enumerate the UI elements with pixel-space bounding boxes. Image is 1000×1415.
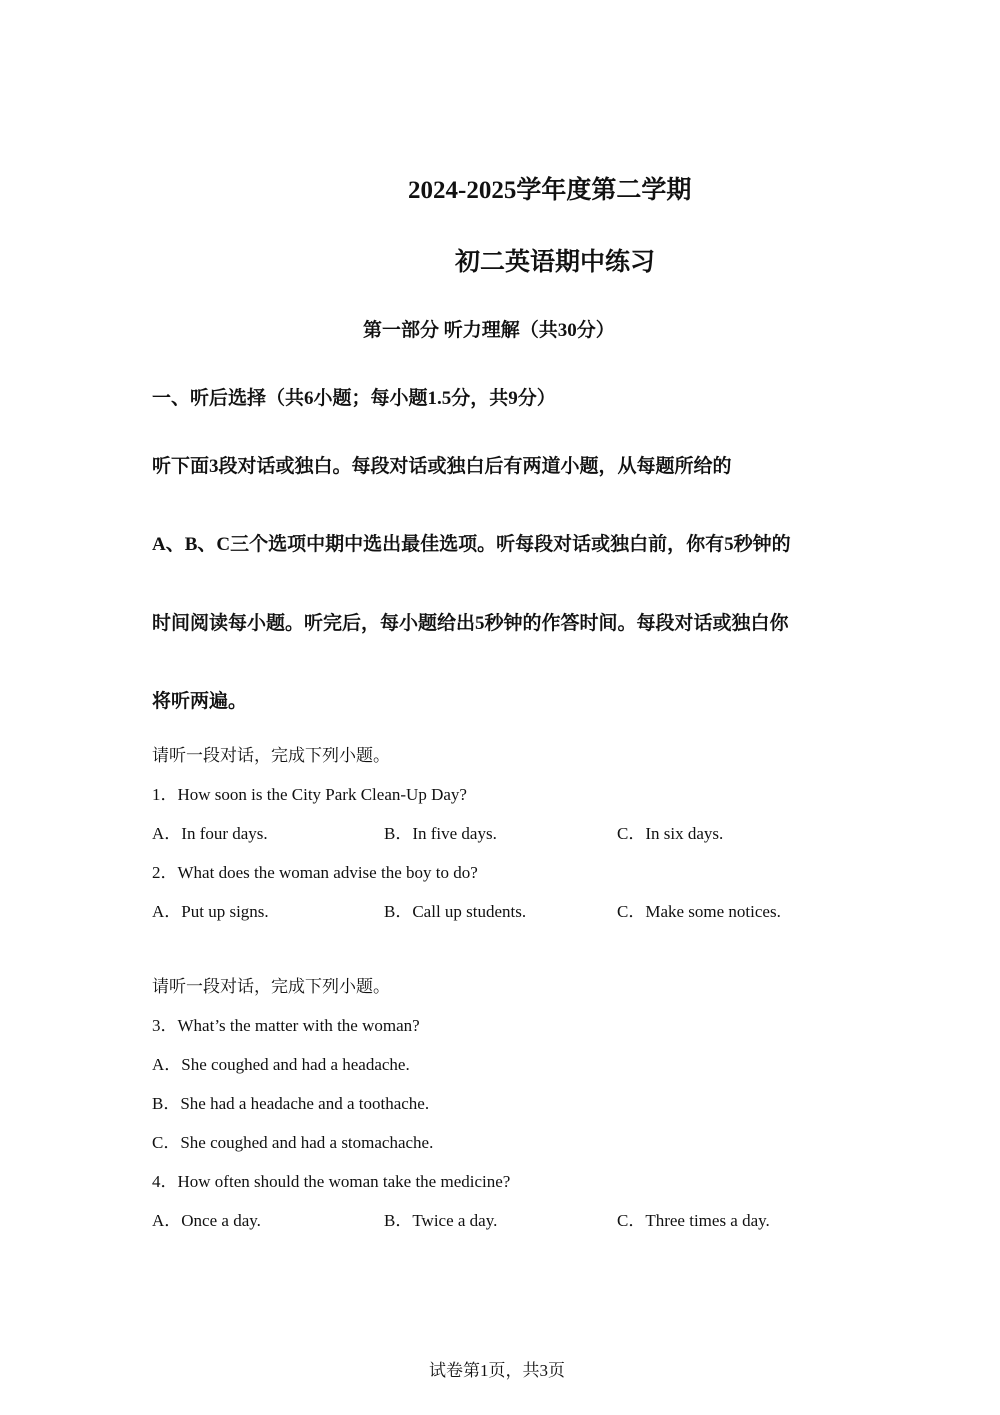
page-footer: 试卷第1页，共3页 (429, 1361, 565, 1380)
instruction-line: 时间阅读每小题。听完后，每小题给出5秒钟的作答时间。每段对话或独白你 (152, 613, 789, 634)
option-c: C．In six days. (617, 824, 724, 843)
question-stem: 3．What’s the matter with the woman? (152, 1016, 420, 1035)
section-heading: 一、听后选择（共6小题；每小题1.5分，共9分） (152, 388, 556, 409)
exam-title-line2: 初二英语期中练习 (455, 249, 656, 276)
question-stem: 1．How soon is the City Park Clean-Up Day? (152, 785, 467, 804)
question-stem: 2．What does the woman advise the boy to do? (152, 863, 478, 882)
instruction-line: 将听两遍。 (152, 691, 248, 712)
option-c: C．Three times a day. (617, 1211, 770, 1230)
question-stem: 4．How often should the woman take the medicine? (152, 1172, 511, 1191)
option-b: B．Call up students. (384, 902, 527, 921)
option-a: A．Put up signs. (152, 902, 269, 921)
option-a: A．In four days. (152, 824, 268, 843)
option-b: B．She had a headache and a toothache. (152, 1094, 430, 1113)
option-a: A．She coughed and had a headache. (152, 1055, 410, 1074)
option-b: B．Twice a day. (384, 1211, 498, 1230)
part-title: 第一部分 听力理解（共30分） (363, 320, 615, 341)
dialogue-prompt: 请听一段对话，完成下列小题。 (152, 977, 390, 996)
option-b: B．In five days. (384, 824, 497, 843)
exam-title-line1: 2024-2025学年度第二学期 (408, 177, 692, 204)
option-c: C．Make some notices. (617, 902, 781, 921)
dialogue-prompt: 请听一段对话，完成下列小题。 (152, 746, 390, 765)
instruction-line: 听下面3段对话或独白。每段对话或独白后有两道小题，从每题所给的 (152, 456, 732, 477)
instruction-line: A、B、C三个选项中期中选出最佳选项。听每段对话或独白前，你有5秒钟的 (152, 534, 791, 555)
option-a: A．Once a day. (152, 1211, 261, 1230)
option-c: C．She coughed and had a stomachache. (152, 1133, 434, 1152)
